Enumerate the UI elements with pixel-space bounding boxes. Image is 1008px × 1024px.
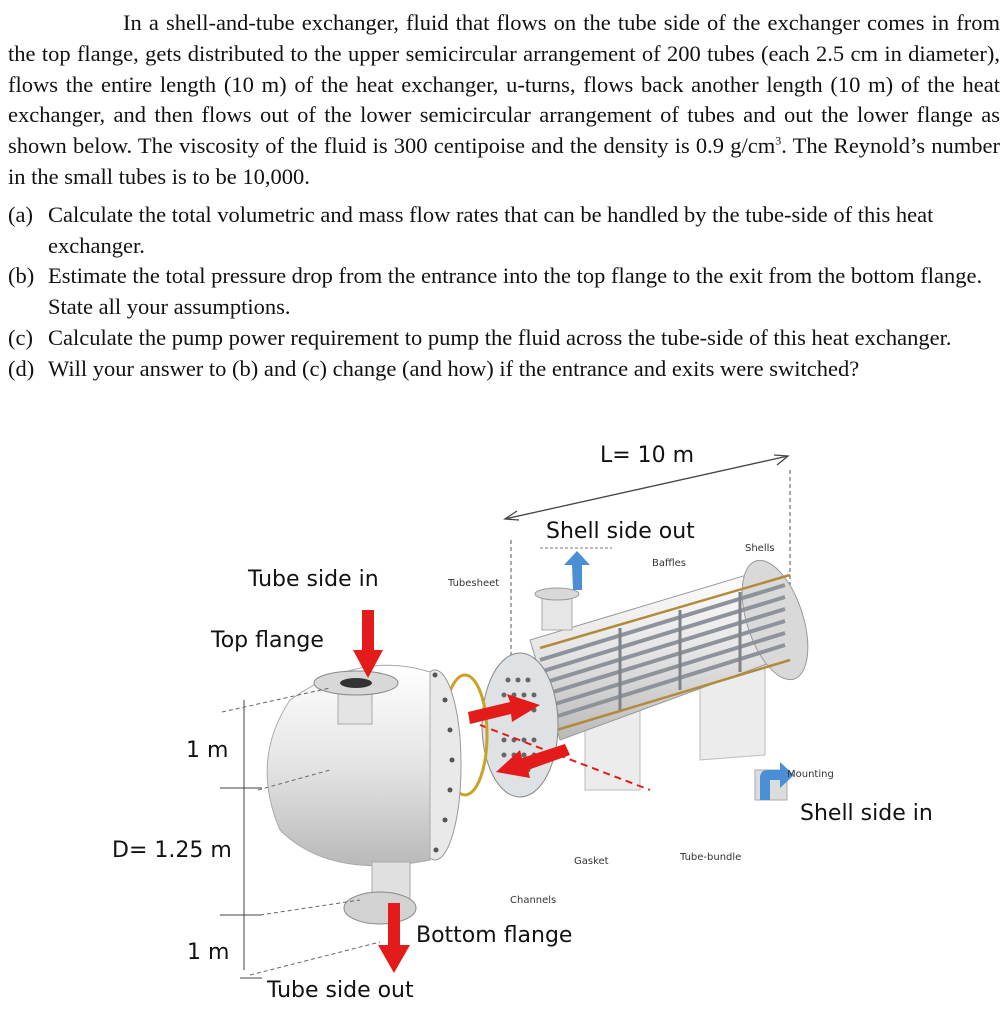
- tube-bundle-label: Tube-bundle: [680, 852, 742, 863]
- dim-top-label: 1 m: [186, 738, 229, 763]
- tube-side-in-label: Tube side in: [248, 567, 379, 592]
- dim-bottom-label: 1 m: [187, 940, 230, 965]
- tube-side-out-label: Tube side out: [267, 978, 414, 1003]
- channels-label: Channels: [510, 895, 557, 906]
- length-label: L= 10 m: [600, 443, 695, 468]
- gasket-label: Gasket: [574, 856, 609, 867]
- shell-side-out-label: Shell side out: [546, 519, 695, 544]
- bottom-flange-label: Bottom flange: [416, 923, 573, 948]
- shells-label: Shells: [745, 543, 775, 554]
- bottom-flange-disc: [344, 892, 416, 924]
- length-arrow-left: [505, 511, 519, 520]
- part-b: (b) Estimate the total pressure drop from the entrance into the top flange to the exit from the bottom flange. State all your assumptions.: [8, 263, 983, 320]
- part-c: (c) Calculate the pump power requirement to pump the fluid across the tube-side of this heat exchanger.: [8, 324, 952, 350]
- top-flange-label: Top flange: [211, 628, 324, 653]
- length-arrow-right: [774, 455, 788, 465]
- baffles-label: Baffles: [652, 558, 687, 569]
- problem-intro: In a shell-and-tube exchanger, fluid that flows on the tube side of the exchanger comes in from the top flange, gets distributed to the upper semicircular arrangement of 200 tubes (each 2.5 cm in diameter), flows the entire length (10 m) of the heat exchanger, u-turns, flows back another length (10 m) of the heat exchanger, and then flows out of the lower semicircular arrangement of tubes and out the lower flange as shown below. The viscosity of the fluid is 300 centipoise and the density is 0.9 $g/cm^3$. The Reynold’s number in the small tubes is to be 10,000.: [8, 10, 1000, 189]
- shell-out-arrow: [564, 551, 590, 590]
- part-d: (d) Will your answer to (b) and (c) change (and how) if the entrance and exits were switched?: [8, 355, 860, 381]
- top-flange-bore: [340, 678, 372, 688]
- dim-diameter-label: D= 1.25 m: [112, 838, 232, 863]
- mounting-label: Mounting: [787, 769, 834, 780]
- shell-side-in-label: Shell side in: [800, 801, 933, 826]
- shell-out-flange: [535, 588, 579, 600]
- tubesheet-label: Tubesheet: [448, 578, 500, 589]
- part-a: (a) Calculate the total volumetric and mass flow rates that can be handled by the tube-side of this heat exchanger.: [8, 201, 934, 258]
